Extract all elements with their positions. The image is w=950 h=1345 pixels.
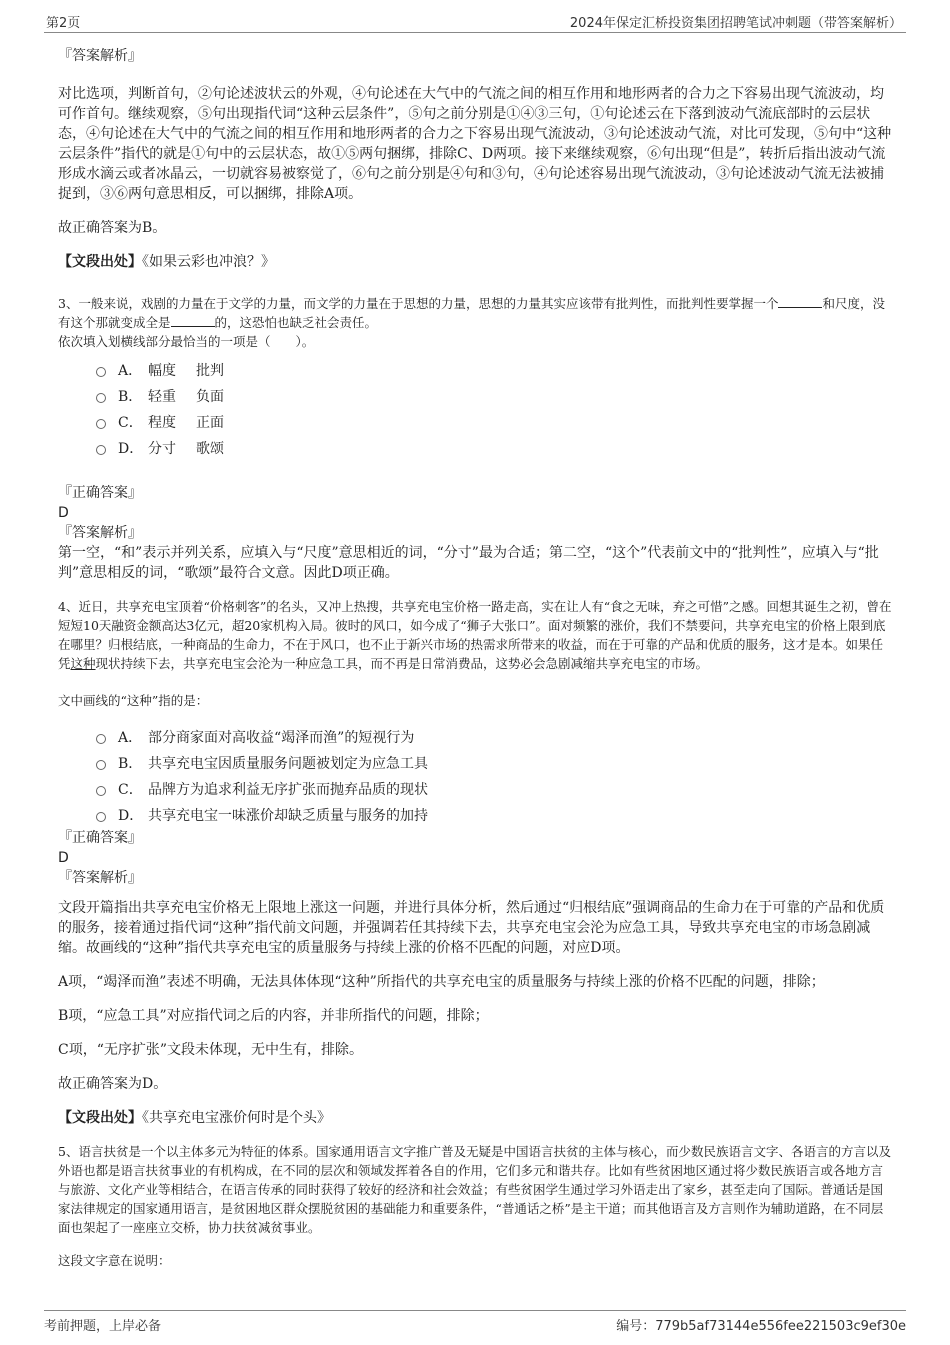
q3-answer-label: 『正确答案』 <box>58 485 142 501</box>
radio-icon[interactable] <box>96 786 106 796</box>
radio-icon[interactable] <box>96 812 106 822</box>
radio-icon[interactable] <box>96 445 106 455</box>
q2-analysis-label: 『答案解析』 <box>58 48 142 64</box>
q4-conclusion: 故正确答案为D。 <box>58 1076 168 1092</box>
radio-icon[interactable] <box>96 393 106 403</box>
q3-blank-1 <box>778 295 822 308</box>
footer-slogan: 考前押题，上岸必备 <box>44 1319 162 1334</box>
q4-answer-label: 『正确答案』 <box>58 830 142 846</box>
q3-prompt: 依次填入划横线部分最恰当的一项是（ ）。 <box>58 334 315 349</box>
q5-prompt: 这段文字意在说明： <box>58 1253 171 1268</box>
q4-options <box>96 724 893 828</box>
q4-option-c[interactable]: C． 品牌方为追求利益无序扩张而抛弃品质的现状 <box>96 776 893 802</box>
radio-icon[interactable] <box>96 760 106 770</box>
page-header <box>44 10 906 33</box>
q4-exclusion-b: B项，“应急工具”对应指代词之后的内容，并非所指代的问题，排除； <box>58 1008 489 1024</box>
page-footer <box>44 1310 906 1334</box>
q2-analysis-text: 对比选项，判断首句，②句论述波状云的外观，④句论述在大气中的气流之间的相互作用和地形两者的合力之下容易出现气流波动，均可作首句。继续观察，⑤句出现指代词“这种云层条件”，⑤句之前分别是①④③三句，①句论述云在下落到波动气流底部时的云层状态，④句论述在大气中的气流之间的相互作用和地形两者的合力之下容易出现气流波动，③句论述波动气流，对比可发现，⑤句中“这种云层条件”指代的就是①句中的云层状态，故①⑤两句捆绑，排除C、D两项。接下来继续观察，⑥句出现“但是”，转折后指出波动气流形成水滴云或者冰晶云，一切就容易被察觉了，⑥句之前分别是④句和③句，④句论述容易出现气流波动，③句论述波动气流无法被捕捉到，③⑥两句意思相反，可以捆绑，排除A项。 <box>58 86 892 202</box>
q4-option-d[interactable]: D． 共享充电宝一味涨价却缺乏质量与服务的加持 <box>96 802 893 828</box>
q4-stem: 4、近日，共享充电宝顶着“价格刺客”的名头，又冲上热搜，共享充电宝价格一路走高，实在让人有“食之无味，弃之可惜”之感。回想其诞生之初，曾在短短10天融资金额高达3亿元，超20家机构入局。彼时的风口，如今成了“狮子大张口”。面对频繁的涨价，我们不禁要问，共享充电宝的价格上限到底在哪里？归根结底，一种商品的生命力，不在于风口，也不止于新兴市场的热需求所带来的收益，而在于可靠的产品和优质的服务，这才是本。如果任凭这种现状持续下去，共享充电宝会沦为一种应急工具，而不再是日常消费品，这势必会急剧减缩共享充电宝的市场。 <box>58 599 892 671</box>
q3-analysis-text: 第一空，“和”表示并列关系，应填入与“尺度”意思相近的词，“分寸”最为合适；第二空，“这个”代表前文中的“批判性”，应填入与“批判”意思相反的词，“歌颂”最符合文意。因此D项正确。 <box>58 545 879 581</box>
q5-stem: 5、语言扶贫是一个以主体多元为特征的体系。国家通用语言文字推广普及无疑是中国语言扶贫的主体与核心，而少数民族语言文字、各语言的方言以及外语也都是语言扶贫事业的有机构成，在不同的层次和领域发挥着各自的作用，它们多元和谐共存。比如有些贫困地区通过将少数民族语言或各地方言与旅游、文化产业等相结合，在语言传承的同时获得了较好的经济和社会效益；有些贫困学生通过学习外语走出了家乡，甚至走向了国际。普通话是国家法律规定的国家通用语言，是贫困地区群众摆脱贫困的基础能力和重要条件，“普通话之桥”是主干道；而其他语言及方言则作为辅助道路，在不同层面也架起了一座座立交桥，协力扶贫减贫事业。 <box>58 1144 891 1235</box>
q2-conclusion: 故正确答案为B。 <box>58 220 167 236</box>
radio-icon[interactable] <box>96 419 106 429</box>
q4-source <box>58 1108 893 1128</box>
radio-icon[interactable] <box>96 734 106 744</box>
q2-source-title: 《如果云彩也冲浪？》 <box>142 254 275 270</box>
q4-exclusion-c: C项，“无序扩张”文段未体现，无中生有，排除。 <box>58 1042 364 1058</box>
q4-option-a[interactable]: A． 部分商家面对高收益“竭泽而渔”的短视行为 <box>96 724 893 750</box>
q3-stem: 3、一般来说，戏剧的力量在于文学的力量，而文学的力量在于思想的力量，思想的力量其实应该带有批判性，而批判性要掌握一个 和尺度，没有这个那就变成全是 的，这恐怕也缺乏社会责任。 <box>58 296 885 330</box>
q4-answer: D <box>58 850 69 866</box>
q3-answer: D <box>58 505 69 521</box>
q3-option-a[interactable]: A． 幅度 批判 <box>96 357 893 383</box>
q4-source-title: 《共享充电宝涨价何时是个头》 <box>142 1110 331 1126</box>
q3-blank-2 <box>171 314 215 327</box>
q3-option-c[interactable]: C． 程度 正面 <box>96 409 893 435</box>
q3-option-d[interactable]: D． 分寸 歌颂 <box>96 435 893 461</box>
document-title: 2024年保定汇桥投资集团招聘笔试冲刺题（带答案解析） <box>569 16 902 31</box>
q4-analysis-label: 『答案解析』 <box>58 870 142 886</box>
radio-icon[interactable] <box>96 367 106 377</box>
q3-options <box>96 357 893 461</box>
q3-analysis-label: 『答案解析』 <box>58 525 142 541</box>
footer-code: 编号：779b5af73144e556fee221503c9ef30e <box>616 1319 906 1334</box>
q2-source <box>58 252 893 272</box>
page-content <box>58 46 893 1270</box>
q4-source-label: 【文段出处】 <box>58 1110 142 1126</box>
q4-analysis-text: 文段开篇指出共享充电宝价格无上限地上涨这一问题，并进行具体分析，然后通过“归根结底”强调商品的生命力在于可靠的产品和优质的服务，接着通过指代词“这种”指代前文问题，并强调若任其持续下去，共享充电宝会沦为应急工具，导致共享充电宝的市场急剧减缩。故画线的“这种”指代共享充电宝的质量服务与持续上涨的价格不匹配的问题，对应D项。 <box>58 900 885 956</box>
q4-underlined-word: 这种 <box>70 656 96 671</box>
q4-exclusion-a: A项，“竭泽而渔”表述不明确，无法具体体现“这种”所指代的共享充电宝的质量服务与持续上涨的价格不匹配的问题，排除； <box>58 974 825 990</box>
q4-option-b[interactable]: B． 共享充电宝因质量服务问题被划定为应急工具 <box>96 750 893 776</box>
q4-prompt: 文中画线的“这种”指的是： <box>58 693 209 708</box>
page-number: 第2页 <box>46 16 81 31</box>
q2-source-label: 【文段出处】 <box>58 254 142 270</box>
q3-option-b[interactable]: B． 轻重 负面 <box>96 383 893 409</box>
